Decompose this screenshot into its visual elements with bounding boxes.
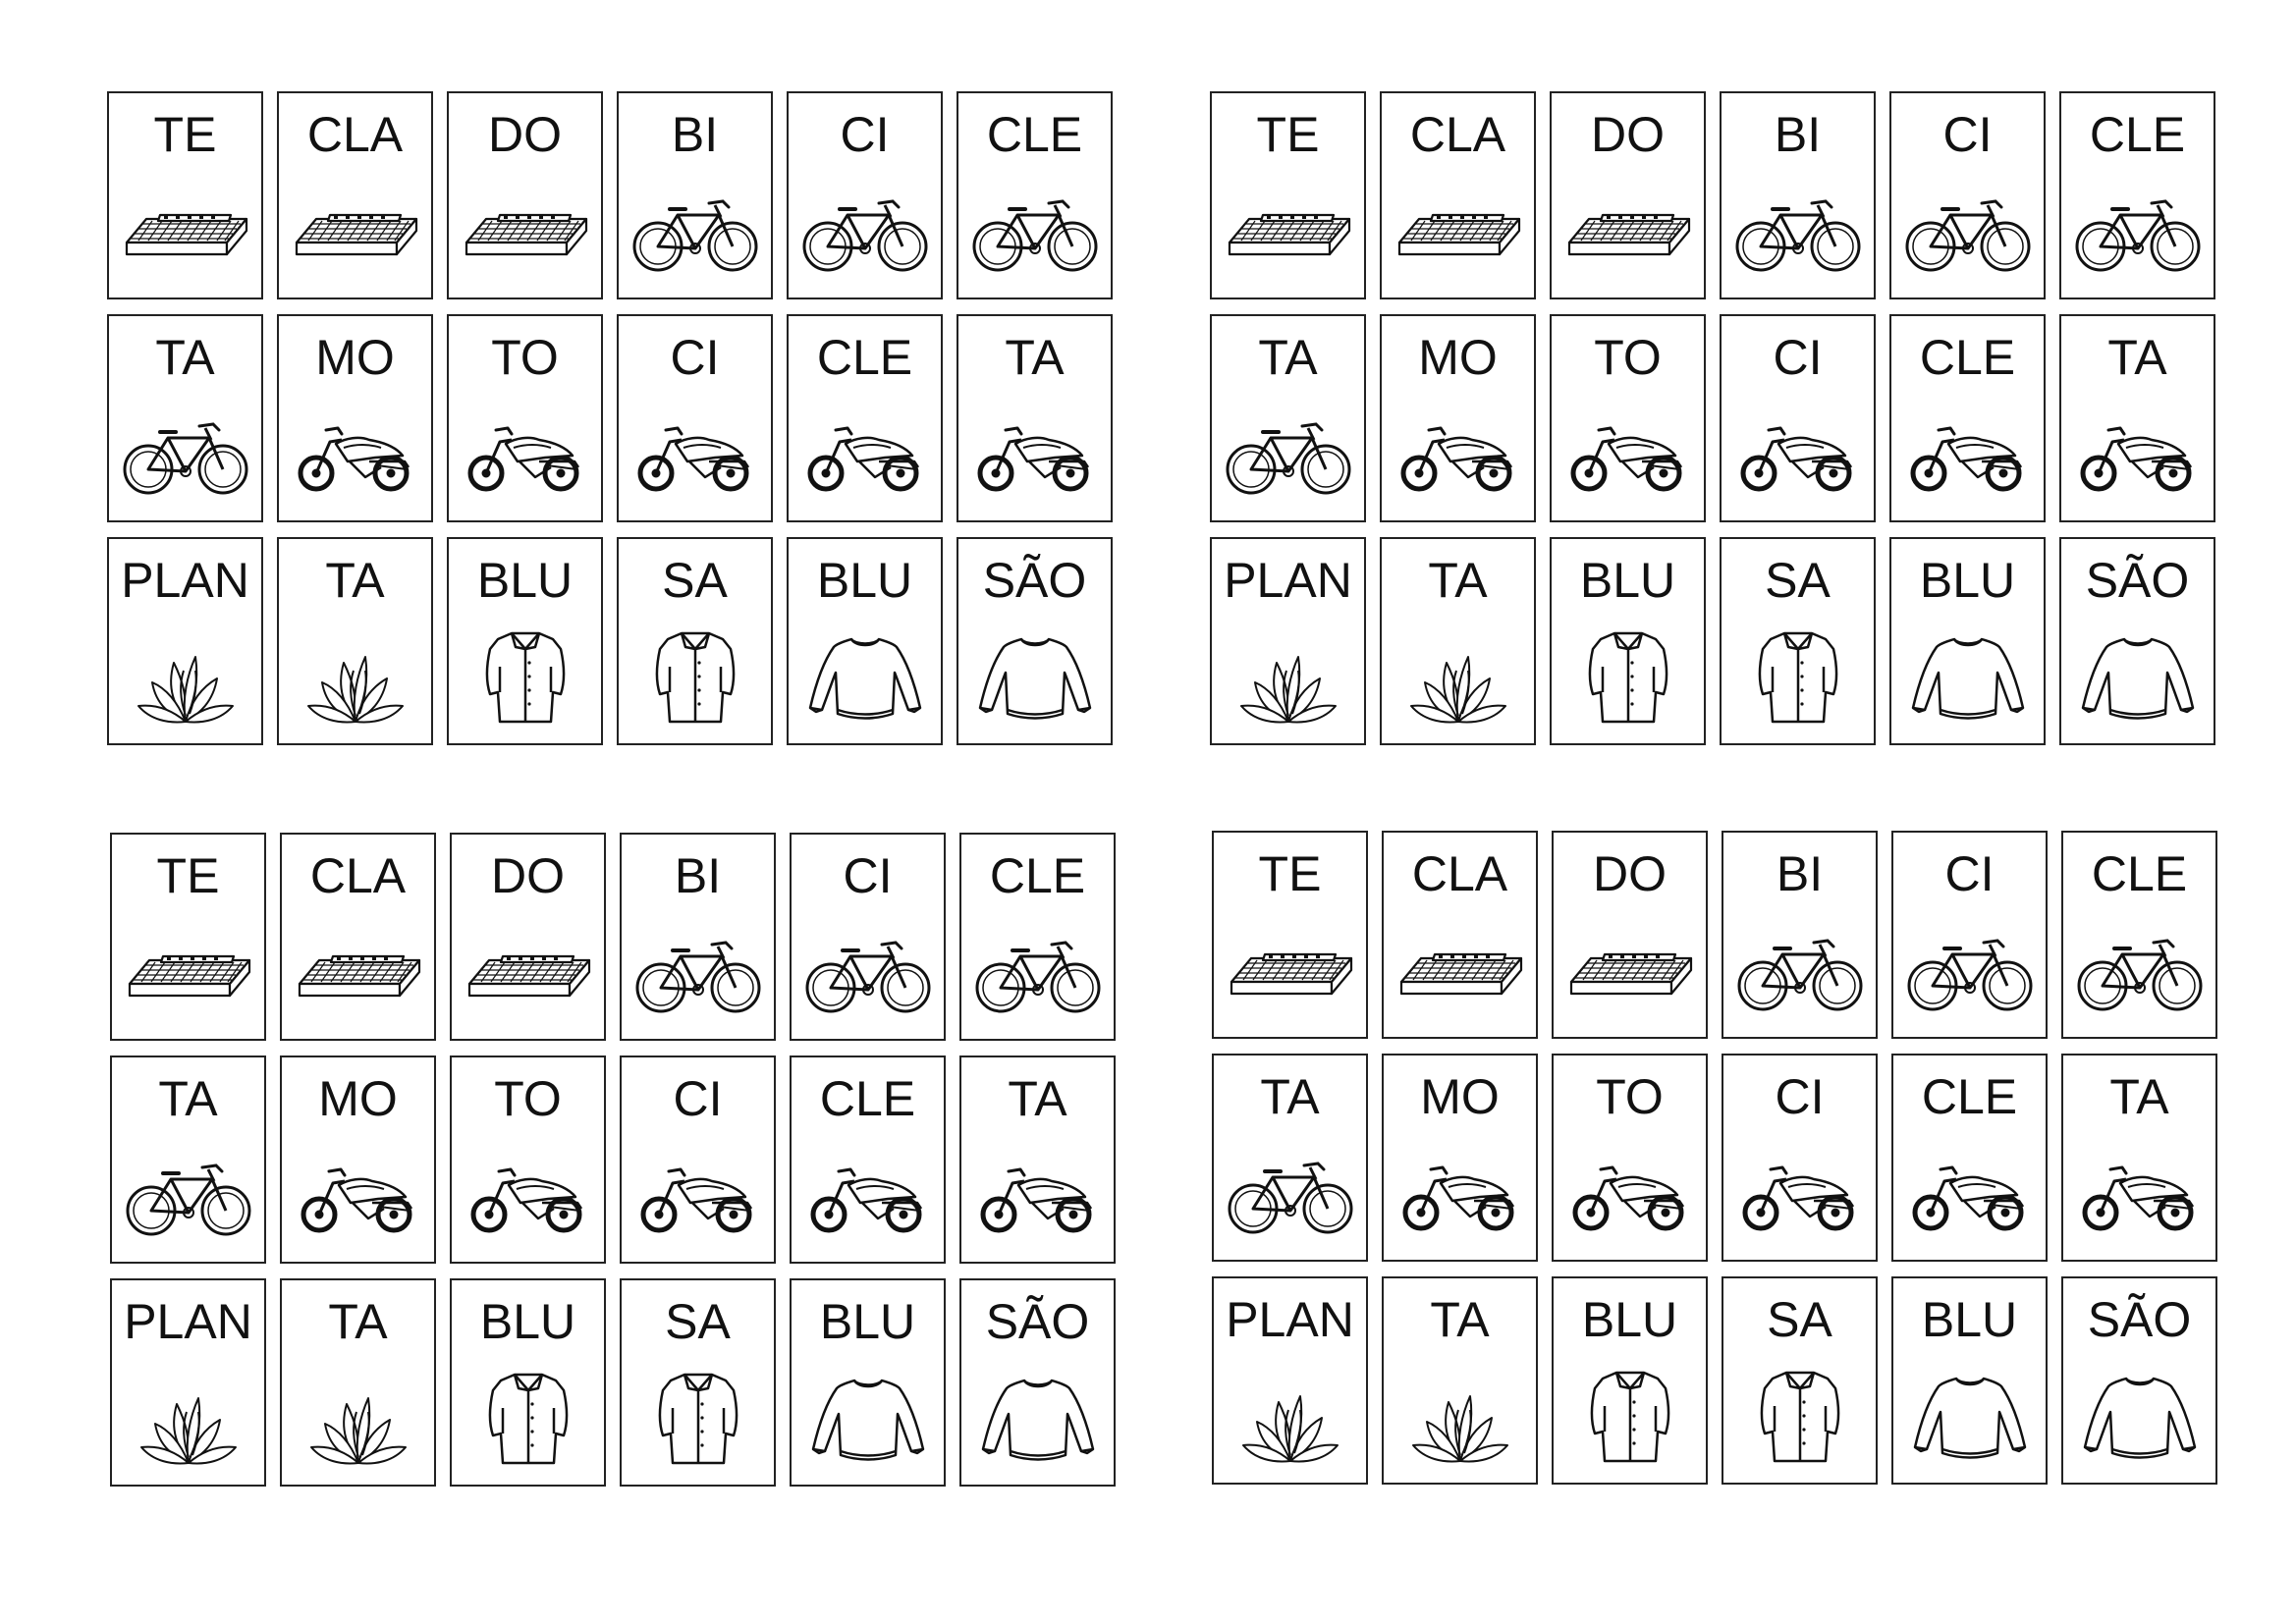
syllable-card [790,1056,946,1264]
shirt-icon [1559,622,1696,731]
syllable-label: CLE [819,1071,916,1126]
syllable-label: SA [1765,553,1831,608]
syllable-label: TA [1005,330,1065,385]
syllable-label: TA [155,330,215,385]
syllable-card [959,1278,1116,1487]
syllable-label: SA [665,1294,731,1349]
syllable-card [447,314,603,522]
card-sheet-top-left [107,91,1113,745]
plant-icon [287,622,423,731]
syllable-label: CLE [986,107,1083,162]
syllable-label: SÃO [2087,1292,2192,1347]
syllable-label: DO [1593,846,1667,901]
syllable-label: CI [1942,107,1993,162]
syllable-card [1382,831,1538,1039]
bicycle-icon [120,1140,256,1250]
motorcycle-icon [1559,399,1696,509]
syllable-label: CLA [309,848,407,903]
syllable-card [277,314,433,522]
syllable-card [1212,1276,1368,1485]
syllable-label: CI [673,1071,723,1126]
keyboard-icon [457,176,593,286]
motorcycle-icon [1729,399,1866,509]
bicycle-icon [1220,399,1356,509]
motorcycle-icon [1390,399,1526,509]
syllable-card [790,833,946,1041]
motorcycle-icon [2071,1138,2208,1248]
syllable-label: PLAN [1226,1292,1354,1347]
syllable-label: BLU [1919,553,2016,608]
plant-icon [1220,622,1356,731]
syllable-label: TA [2107,330,2167,385]
sweater-icon [1901,1361,2038,1471]
motorcycle-icon [457,399,593,509]
motorcycle-icon [799,1140,936,1250]
syllable-card [1382,1276,1538,1485]
keyboard-icon [290,917,426,1027]
syllable-card [280,1056,436,1264]
syllable-label: CLE [1921,1069,2018,1124]
syllable-card [1891,1054,2048,1262]
plant-icon [120,1363,256,1473]
bicycle-icon [2071,915,2208,1025]
motorcycle-icon [2069,399,2206,509]
syllable-card [1380,91,1536,299]
syllable-card [620,1278,776,1487]
syllable-label: CLE [816,330,913,385]
plant-icon [117,622,253,731]
plant-icon [290,1363,426,1473]
motorcycle-icon [796,399,933,509]
syllable-card [1210,91,1366,299]
syllable-card [617,91,773,299]
syllable-label: TA [325,553,385,608]
syllable-label: MO [315,330,395,385]
keyboard-icon [1392,915,1528,1025]
syllable-label: TO [494,1071,562,1126]
syllable-label: TA [1258,330,1318,385]
syllable-label: BI [1774,107,1822,162]
syllable-card [280,833,436,1041]
motorcycle-icon [1392,1138,1528,1248]
syllable-label: BLU [1581,1292,1678,1347]
syllable-card [2059,314,2215,522]
syllable-card [110,1278,266,1487]
card-sheet-bottom-right [1212,831,2217,1485]
syllable-card [447,537,603,745]
syllable-card [277,537,433,745]
syllable-label: CLE [2089,107,2186,162]
motorcycle-icon [1561,1138,1698,1248]
keyboard-icon [120,917,256,1027]
syllable-card [1720,537,1876,745]
syllable-label: TO [491,330,559,385]
syllable-label: BI [1776,846,1824,901]
motorcycle-icon [1899,399,2036,509]
syllable-card [617,314,773,522]
syllable-card [107,537,263,745]
syllable-label: BLU [479,1294,576,1349]
syllable-card [1722,831,1878,1039]
syllable-card [450,1278,606,1487]
card-sheet-top-right [1210,91,2215,745]
bicycle-icon [2069,176,2206,286]
keyboard-icon [1220,176,1356,286]
plant-icon [1222,1361,1358,1471]
syllable-label: SA [1767,1292,1832,1347]
motorcycle-icon [460,1140,596,1250]
plant-icon [1390,622,1526,731]
syllable-card [620,833,776,1041]
motorcycle-icon [287,399,423,509]
syllable-card [1212,831,1368,1039]
syllable-label: BLU [1579,553,1676,608]
syllable-card [957,314,1113,522]
syllable-card [1380,537,1536,745]
shirt-icon [457,622,593,731]
syllable-card [1889,537,2046,745]
syllable-label: SÃO [2085,553,2190,608]
syllable-label: TA [1428,553,1488,608]
syllable-card [1889,314,2046,522]
shirt-icon [1561,1361,1698,1471]
syllable-label: CI [840,107,890,162]
keyboard-icon [1222,915,1358,1025]
syllable-label: TA [2109,1069,2169,1124]
syllable-card [107,314,263,522]
syllable-card [107,91,263,299]
bicycle-icon [969,917,1106,1027]
syllable-label: CI [843,848,893,903]
syllable-card [1552,1054,1708,1262]
syllable-card [450,1056,606,1264]
syllable-card [2059,91,2215,299]
bicycle-icon [117,399,253,509]
sweater-icon [796,622,933,731]
syllable-label: CI [1773,330,1823,385]
shirt-icon [1729,622,1866,731]
syllable-label: CLA [1409,107,1506,162]
syllable-label: MO [1418,330,1498,385]
keyboard-icon [1559,176,1696,286]
syllable-card [1550,314,1706,522]
syllable-card [787,314,943,522]
motorcycle-icon [627,399,763,509]
syllable-label: CLA [1411,846,1508,901]
syllable-card [1720,91,1876,299]
syllable-label: CI [1775,1069,1825,1124]
bicycle-icon [1901,915,2038,1025]
shirt-icon [1731,1361,1868,1471]
syllable-label: DO [488,107,562,162]
syllable-card [1212,1054,1368,1262]
plant-icon [1392,1361,1528,1471]
sweater-icon [799,1363,936,1473]
syllable-card [957,537,1113,745]
syllable-card [1720,314,1876,522]
sweater-icon [2071,1361,2208,1471]
syllable-label: TE [1258,846,1322,901]
syllable-label: TE [156,848,220,903]
syllable-label: BI [671,107,719,162]
syllable-label: TA [158,1071,218,1126]
motorcycle-icon [969,1140,1106,1250]
keyboard-icon [1390,176,1526,286]
motorcycle-icon [1901,1138,2038,1248]
shirt-icon [629,1363,766,1473]
syllable-label: PLAN [1224,553,1352,608]
syllable-label: MO [1420,1069,1500,1124]
syllable-label: TE [1256,107,1320,162]
syllable-label: TO [1594,330,1662,385]
motorcycle-icon [966,399,1103,509]
syllable-card [110,1056,266,1264]
syllable-label: PLAN [124,1294,252,1349]
motorcycle-icon [629,1140,766,1250]
syllable-label: BLU [476,553,574,608]
syllable-card [277,91,433,299]
syllable-label: DO [1591,107,1665,162]
syllable-label: BLU [1921,1292,2018,1347]
syllable-card [447,91,603,299]
syllable-label: SA [662,553,728,608]
syllable-card [280,1278,436,1487]
syllable-card [620,1056,776,1264]
syllable-card [1552,1276,1708,1485]
syllable-label: TE [153,107,217,162]
syllable-label: BI [674,848,722,903]
syllable-label: CLA [306,107,404,162]
syllable-card [450,833,606,1041]
syllable-card [787,537,943,745]
syllable-label: CLE [989,848,1086,903]
syllable-card [1722,1276,1878,1485]
syllable-label: DO [491,848,565,903]
bicycle-icon [966,176,1103,286]
syllable-card [1552,831,1708,1039]
syllable-label: SÃO [982,553,1087,608]
syllable-card [2061,831,2217,1039]
motorcycle-icon [1731,1138,1868,1248]
syllable-card [1380,314,1536,522]
keyboard-icon [1561,915,1698,1025]
syllable-card [2061,1276,2217,1485]
syllable-card [1891,831,2048,1039]
bicycle-icon [629,917,766,1027]
syllable-label: TA [1008,1071,1067,1126]
syllable-label: CLE [2091,846,2188,901]
syllable-card [790,1278,946,1487]
bicycle-icon [799,917,936,1027]
keyboard-icon [287,176,423,286]
card-sheet-bottom-left [110,833,1116,1487]
syllable-card [2059,537,2215,745]
shirt-icon [627,622,763,731]
syllable-card [1891,1276,2048,1485]
syllable-label: TA [1260,1069,1320,1124]
sweater-icon [1899,622,2036,731]
shirt-icon [460,1363,596,1473]
syllable-card [110,833,266,1041]
syllable-label: SÃO [985,1294,1090,1349]
syllable-card [1889,91,2046,299]
bicycle-icon [1729,176,1866,286]
syllable-label: BLU [819,1294,916,1349]
syllable-card [787,91,943,299]
syllable-label: CI [670,330,720,385]
syllable-card [1550,537,1706,745]
syllable-card [957,91,1113,299]
syllable-label: TA [328,1294,388,1349]
syllable-card [1210,314,1366,522]
syllable-card [959,833,1116,1041]
syllable-label: CI [1944,846,1995,901]
syllable-card [1382,1054,1538,1262]
bicycle-icon [627,176,763,286]
motorcycle-icon [290,1140,426,1250]
bicycle-icon [1731,915,1868,1025]
keyboard-icon [460,917,596,1027]
syllable-card [2061,1054,2217,1262]
syllable-card [1722,1054,1878,1262]
syllable-label: TA [1430,1292,1490,1347]
bicycle-icon [1222,1138,1358,1248]
syllable-label: PLAN [121,553,249,608]
syllable-label: MO [318,1071,398,1126]
sweater-icon [966,622,1103,731]
sweater-icon [969,1363,1106,1473]
syllable-label: TO [1596,1069,1664,1124]
syllable-card [959,1056,1116,1264]
syllable-card [1210,537,1366,745]
syllable-label: BLU [816,553,913,608]
bicycle-icon [1899,176,2036,286]
bicycle-icon [796,176,933,286]
syllable-card [1550,91,1706,299]
syllable-card [617,537,773,745]
syllable-label: CLE [1919,330,2016,385]
keyboard-icon [117,176,253,286]
sweater-icon [2069,622,2206,731]
